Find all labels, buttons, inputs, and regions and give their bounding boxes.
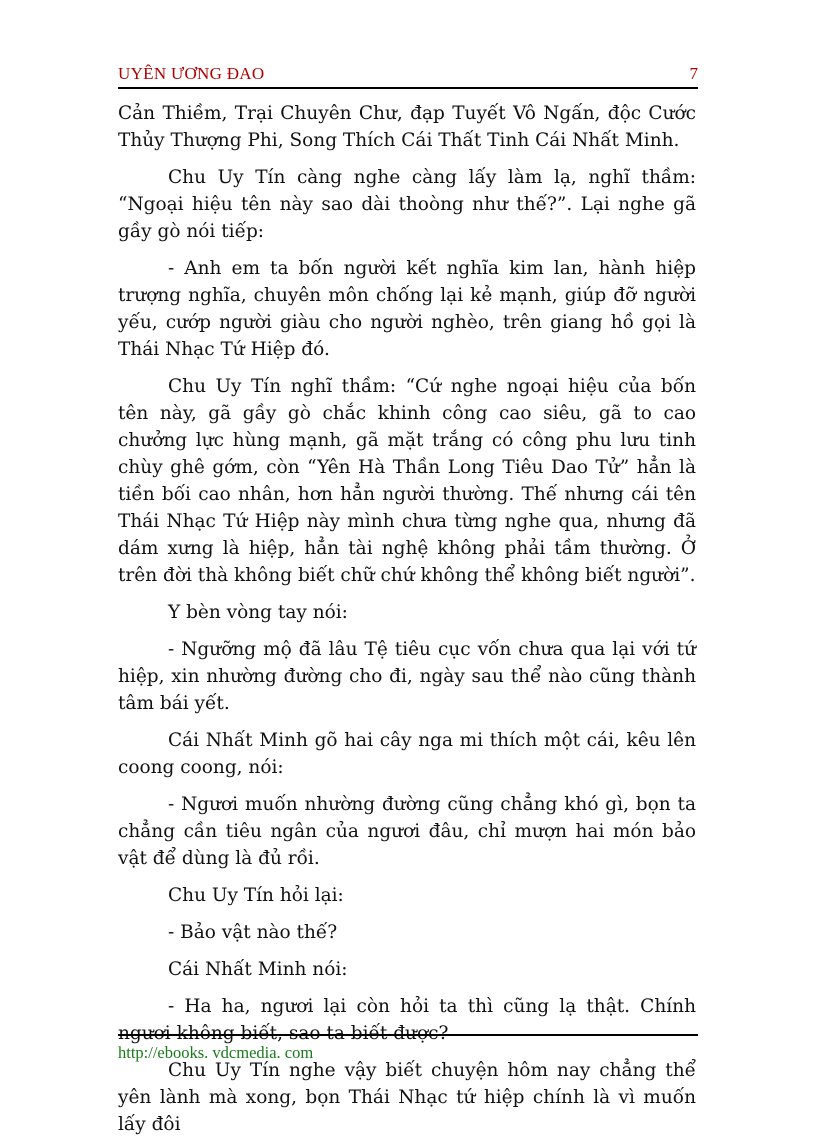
paragraph: Chu Uy Tín hỏi lại: (168, 885, 344, 906)
book-title: UYÊN ƯƠNG ĐAO (118, 64, 265, 83)
paragraph: - Ngưỡng mộ đã lâu Tệ tiêu cục vốn chưa qua lại với tứ hiệp, xin nhường đường cho đi, ngày sau thể nào cũng thành tâm bái yết. (118, 639, 696, 714)
paragraph: - Ngươi muốn nhường đường cũng chẳng khó gì, bọn ta chẳng cần tiêu ngân của ngươi đâu, chỉ mượn hai món bảo vật để dùng là đủ rồi. (118, 794, 696, 869)
paragraph: Cái Nhất Minh gõ hai cây nga mi thích một cái, kêu lên coong coong, nói: (118, 730, 696, 778)
paragraph: Cái Nhất Minh nói: (168, 959, 348, 980)
page-number: 7 (689, 64, 698, 83)
footer-url[interactable]: http://ebooks. vdcmedia. com (118, 1043, 314, 1062)
header-divider (118, 87, 698, 89)
page-header (118, 62, 698, 86)
footer-divider (118, 1034, 698, 1036)
paragraph: - Bảo vật nào thế? (168, 922, 338, 943)
paragraph: Chu Uy Tín càng nghe càng lấy làm lạ, nghĩ thầm: “Ngoại hiệu tên này sao dài thoòng như thế?”. Lại nghe gã gầy gò nói tiếp: (118, 167, 696, 242)
paragraph: - Anh em ta bốn người kết nghĩa kim lan, hành hiệp trượng nghĩa, chuyên môn chống lại kẻ mạnh, giúp đỡ người yếu, cướp người giàu cho người nghèo, trên giang hồ gọi là Thái Nhạc Tứ Hiệp đó. (118, 258, 696, 360)
page-body (118, 100, 696, 1148)
paragraph: Cản Thiềm, Trại Chuyên Chư, đạp Tuyết Vô Ngấn, độc Cước Thủy Thượng Phi, Song Thích Cái Thất Tinh Cái Nhất Minh. (118, 103, 696, 151)
paragraph: Y bèn vòng tay nói: (168, 602, 348, 623)
paragraph: Chu Uy Tín nghĩ thầm: “Cứ nghe ngoại hiệu của bốn tên này, gã gầy gò chắc khinh công cao siêu, gã to cao chưởng lực hùng mạnh, gã mặt trắng có công phu lưu tinh chùy ghê gớm, còn “Yên Hà Thần Long Tiêu Dao Tử” hẳn là tiền bối cao nhân, hơn hẳn người thường. Thế nhưng cái tên Thái Nhạc Tứ Hiệp này mình chưa từng nghe qua, nhưng đã dám xưng là hiệp, hẳn tài nghệ không phải tầm thường. Ở trên đời thà không biết chữ chứ không thể không biết người”. (118, 376, 696, 586)
paragraph: Chu Uy Tín nghe vậy biết chuyện hôm nay chẳng thể yên lành mà xong, bọn Thái Nhạc tứ hiệp chính là vì muốn lấy đôi (118, 1060, 696, 1135)
paragraph: - Ha ha, ngươi lại còn hỏi ta thì cũng lạ thật. Chính ngươi không biết, sao ta biết được? (118, 996, 696, 1044)
